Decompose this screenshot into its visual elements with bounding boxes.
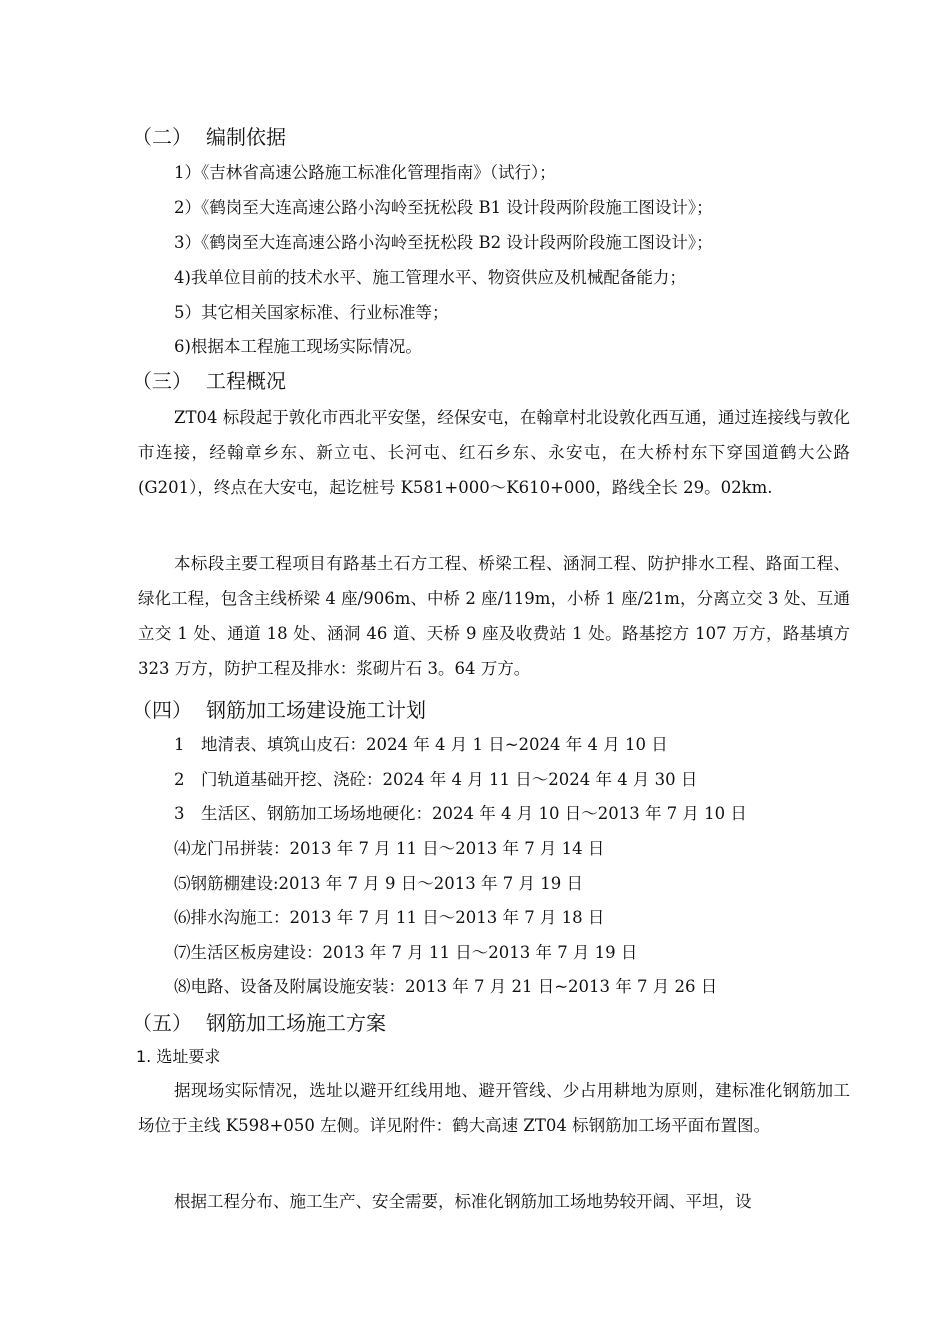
section-heading-basis xyxy=(132,122,286,152)
overview-paragraph-1: ZT04 标段起于敦化市西北平安堡，经保安屯，在翰章村北设敦化西互通，通过连接线与敦化市连接，经翰章乡东、新立屯、长河屯、红石乡东、永安屯，在大桥村东下穿国道鹤大公路(G201），终点在大安屯，起讫桩号 K581+000～K610+000，路线全长 29。02km. xyxy=(138,408,850,497)
scheme-paragraph-1: 据现场实际情况，选址以避开红线用地、避开管线、少占用耕地为原则，建标准化钢筋加工场位于主线 K598+050 左侧。详见附件：鹤大高速 ZT04 标钢筋加工场平面布置图。 xyxy=(138,1081,850,1135)
subsection-heading-site-selection: 1. 选址要求 xyxy=(136,1047,221,1066)
overview-paragraph-2: 本标段主要工程项目有路基土石方工程、桥梁工程、涵洞工程、防护排水工程、路面工程、绿化工程，包含主线桥梁 4 座/906m、中桥 2 座/119m，小桥 1 座/21m，分离立交 3 处、互通立交 1 处、通道 18 处、涵洞 46 道、天桥 9 座及收费站 1 处。路基挖方 107 万方，路基填方 323 万方，防护工程及排水：浆砌片石 3。64 万方。 xyxy=(138,554,850,678)
section-number: （五） xyxy=(132,1011,192,1035)
basis-item-4: 4)我单位目前的技术水平、施工管理水平、物资供应及机械配备能力； xyxy=(174,268,686,287)
section-heading-overview xyxy=(132,366,286,396)
section-title: 钢筋加工场建设施工计划 xyxy=(206,698,426,722)
basis-item-3: 3）《鹤岗至大连高速公路小沟岭至抚松段 B2 设计段两阶段施工图设计》； xyxy=(174,233,713,252)
section-title: 工程概况 xyxy=(206,369,286,393)
section-title: 编制依据 xyxy=(206,125,286,149)
plan-item-6: ⑹排水沟施工：2013 年 7 月 11 日～2013 年 7 月 18 日 xyxy=(174,908,605,927)
plan-item-4: ⑷龙门吊拼装：2013 年 7 月 11 日～2013 年 7 月 14 日 xyxy=(174,839,605,858)
plan-item-2: 2 门轨道基础开挖、浇砼：2024 年 4 月 11 日～2024 年 4 月 30 日 xyxy=(174,770,698,789)
section-number: （二） xyxy=(132,125,192,149)
plan-item-8: ⑻电路、设备及附属设施安装：2013 年 7 月 21 日~2013 年 7 月 26 日 xyxy=(174,977,718,996)
plan-item-3: 3 生活区、钢筋加工场场地硬化：2024 年 4 月 10 日～2013 年 7 月 10 日 xyxy=(174,804,747,823)
basis-item-2: 2）《鹤岗至大连高速公路小沟岭至抚松段 B1 设计段两阶段施工图设计》； xyxy=(174,198,713,217)
section-number: （四） xyxy=(132,698,192,722)
plan-item-5: ⑸钢筋棚建设:2013 年 7 月 9 日～2013 年 7 月 19 日 xyxy=(174,874,583,893)
scheme-paragraph-2: 根据工程分布、施工生产、安全需要，标准化钢筋加工场地势较开阔、平坦，设 xyxy=(174,1192,752,1211)
plan-item-1: 1 地清表、填筑山皮石：2024 年 4 月 1 日~2024 年 4 月 10 日 xyxy=(174,735,668,754)
section-heading-plan xyxy=(132,695,426,725)
basis-item-5: 5）其它相关国家标准、行业标准等； xyxy=(174,303,449,322)
section-title: 钢筋加工场施工方案 xyxy=(206,1011,386,1035)
section-heading-scheme xyxy=(132,1008,386,1038)
section-number: （三） xyxy=(132,369,192,393)
plan-item-7: ⑺生活区板房建设：2013 年 7 月 11 日～2013 年 7 月 19 日 xyxy=(174,943,638,962)
basis-item-6: 6)根据本工程施工现场实际情况。 xyxy=(174,337,422,356)
basis-item-1: 1）《吉林省高速公路施工标准化管理指南》（试行）； xyxy=(174,163,556,182)
